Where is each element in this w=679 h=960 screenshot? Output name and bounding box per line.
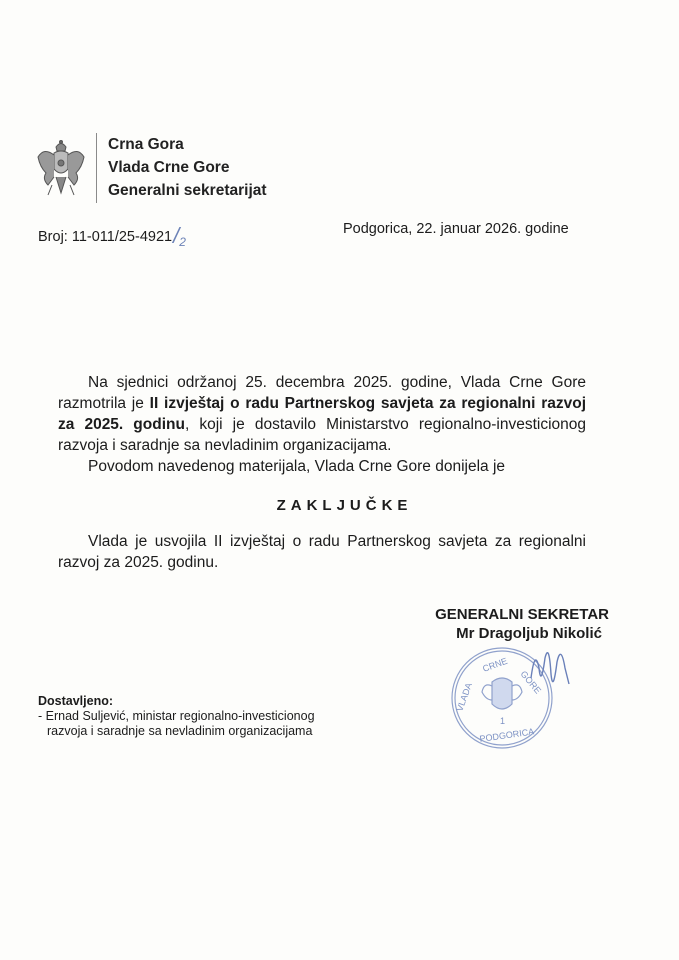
document-body	[58, 372, 586, 477]
conclusions-heading: ZAKLJUČKE	[276, 497, 413, 514]
signatory-name: Mr Dragoljub Nikolić	[456, 625, 602, 642]
svg-text:GORE: GORE	[518, 668, 544, 696]
signatory-title: GENERALNI SEKRETAR	[435, 606, 609, 623]
handwritten-suffix: $/_2$	[173, 223, 186, 249]
distribution-item-continued: razvoja i saradnje sa nevladinim organizacijama	[47, 724, 313, 738]
svg-text:PODGORICA: PODGORICA	[478, 726, 535, 744]
handwritten-signature-icon	[525, 638, 575, 698]
org-line-government: Vlada Crne Gore	[108, 159, 230, 176]
conclusion-text: Vlada je usvojila II izvještaj o radu Partnerskog savjeta za regionalni razvoj za 2025. godinu.	[58, 533, 586, 571]
org-line-secretariat: Generalni sekretarijat	[108, 182, 267, 199]
svg-text:CRNE: CRNE	[481, 655, 509, 674]
conclusions-body	[58, 531, 586, 573]
document-number	[38, 221, 186, 247]
place-date: Podgorica, 22. januar 2026. godine	[343, 221, 569, 237]
org-line-country: Crna Gora	[108, 136, 184, 153]
coat-of-arms-icon	[34, 139, 88, 199]
report-title: II izvještaj o radu Partnerskog savjeta za regionalni razvoj za 2025. godinu	[58, 395, 586, 433]
distribution-item: - Ernad Suljević, ministar regionalno-investicionog	[38, 709, 315, 723]
signature-block	[435, 605, 609, 643]
svg-text:1: 1	[500, 716, 506, 726]
letterhead-divider	[96, 133, 97, 203]
document-number-text: Broj: 11-011/25-4921	[38, 229, 173, 245]
paragraph-decision: Povodom navedenog materijala, Vlada Crne Gore donijela je	[88, 458, 506, 475]
distribution-label: Dostavljeno:	[38, 694, 114, 708]
svg-text:VLADA: VLADA	[454, 681, 474, 713]
organization-name	[108, 133, 267, 202]
paragraph-session: Na sjednici održanoj 25. decembra 2025. godine, Vlada Crne Gore razmotrila je II izvještaj o radu Partnerskog savjeta za regionalni razvoj za 2025. godinu, koji je dostavilo Ministarstvo regionalno-investicionog razvoja i saradnje sa nevladinim organizacijama.	[58, 374, 587, 454]
distribution-list	[38, 694, 315, 739]
